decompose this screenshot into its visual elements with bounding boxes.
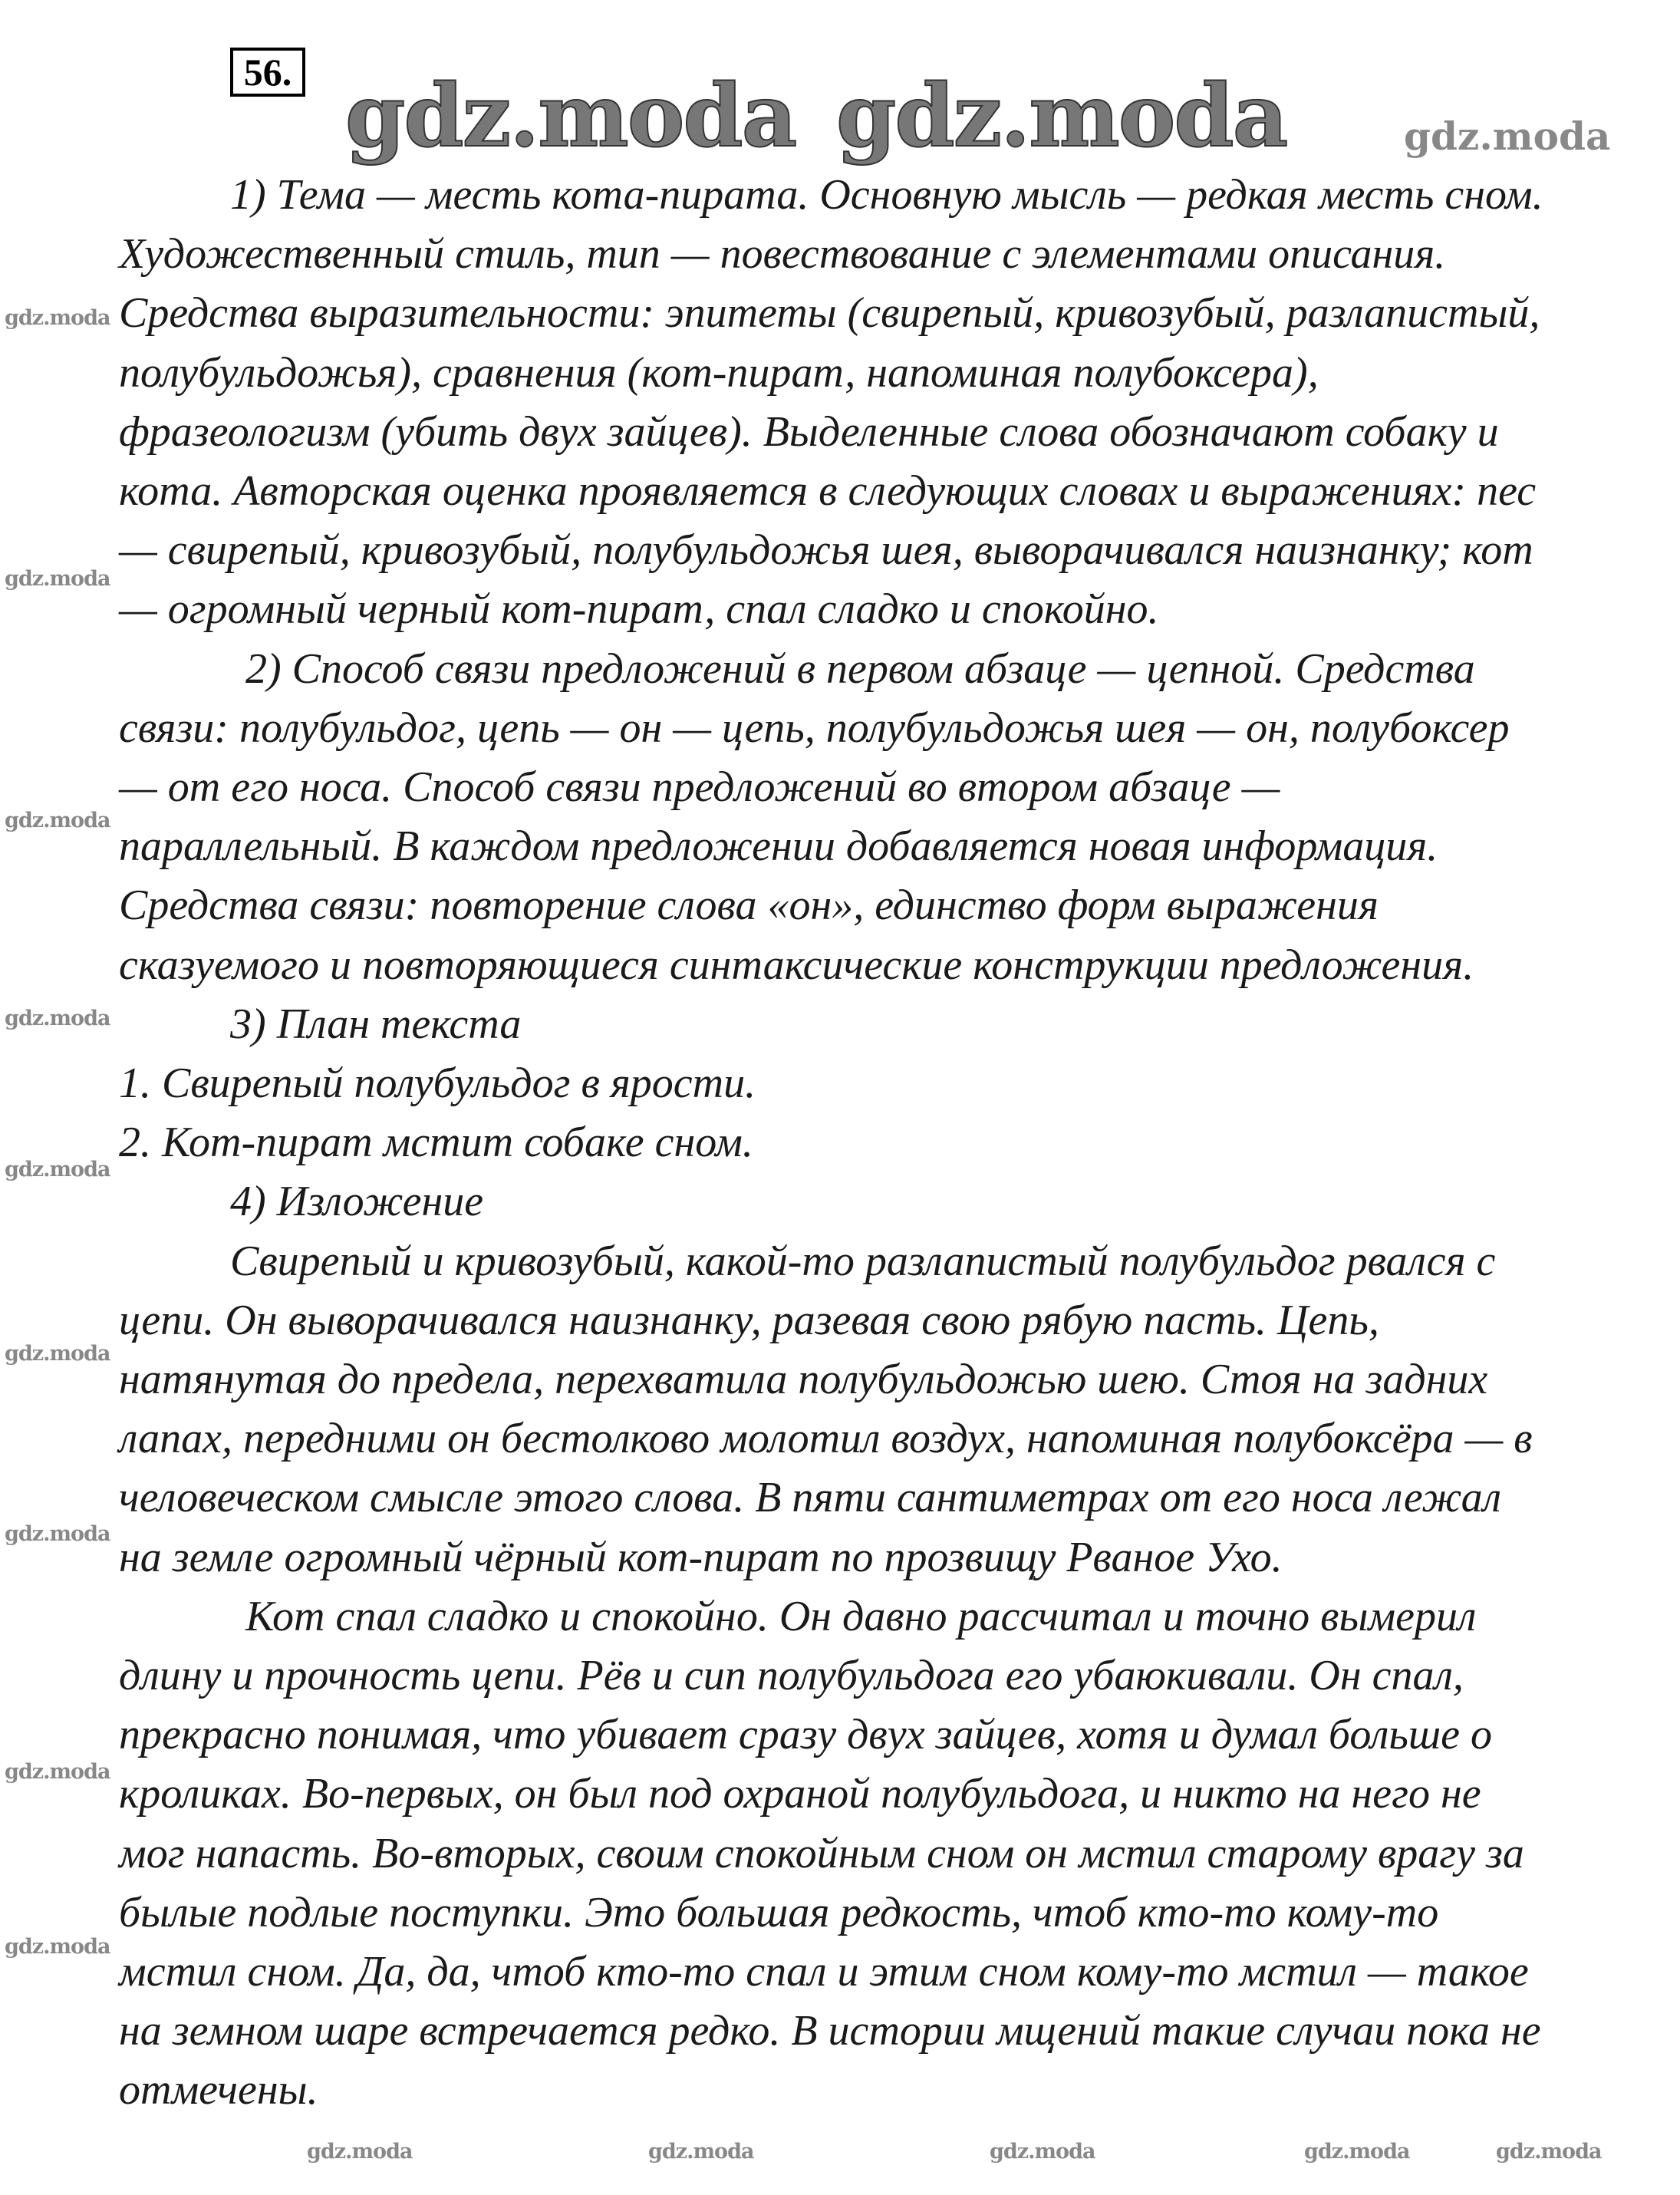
watermark: gdz.moda: [5, 567, 110, 591]
text-line: связи: полубульдог, цепь — он — цепь, полубульдожья шея — он, полубоксер: [119, 704, 1510, 752]
watermark: gdz.moda: [5, 1007, 110, 1030]
text-line: Художественный стиль, тип — повествование с элементами описания.: [119, 230, 1446, 278]
text-line: полубульдожья), сравнения (кот-пират, напоминая полубоксера),: [119, 349, 1319, 397]
text-line: на земле огромный чёрный кот-пират по прозвищу Рваное Ухо.: [119, 1534, 1283, 1581]
text-line: 4) Изложение: [230, 1178, 484, 1225]
text-line: — свирепый, кривозубый, полубульдожья шея, выворачивался наизнанку; кот: [119, 526, 1533, 574]
watermark: gdz.moda: [990, 2140, 1095, 2164]
text-line: мстил сном. Да, да, чтоб кто-то спал и этим сном кому-то мстил — такое: [119, 1948, 1529, 1996]
text-line: сказуемого и повторяющиеся синтаксические конструкции предложения.: [119, 941, 1474, 989]
text-line: Свирепый и кривозубый, какой-то разлапистый полубульдог рвался с: [230, 1238, 1496, 1285]
text-line: — огромный черный кот-пират, спал сладко и спокойно.: [119, 585, 1159, 633]
text-line: кота. Авторская оценка проявляется в следующих словах и выражениях: пес: [119, 467, 1537, 515]
text-line: Средства выразительности: эпитеты (свирепый, кривозубый, разлапистый,: [119, 289, 1540, 337]
watermark: gdz.moda: [5, 1158, 110, 1182]
text-line: фразеологизм (убить двух зайцев). Выделенные слова обозначают собаку и: [119, 408, 1499, 456]
watermark: gdz.moda: [307, 2140, 413, 2164]
text-line: 2) Способ связи предложений в первом абзаце — цепной. Средства: [245, 645, 1475, 693]
watermark: gdz.moda: [1496, 2140, 1602, 2164]
text-line: кроликах. Во-первых, он был под охраной полубульдога, и никто на него не: [119, 1770, 1481, 1818]
watermark: gdz.moda: [5, 809, 110, 832]
text-line: параллельный. В каждом предложении добавляется новая информация.: [119, 822, 1438, 870]
watermark: gdz.moda: [5, 1760, 110, 1784]
watermark: gdz.moda: [345, 66, 796, 166]
text-line: Средства связи: повторение слова «он», единство форм выражения: [119, 882, 1379, 929]
text-line: 1. Свирепый полубульдог в ярости.: [119, 1060, 756, 1107]
text-line: лапах, передними он бестолково молотил воздух, напоминая полубоксёра — в: [119, 1415, 1533, 1462]
watermark: gdz.moda: [5, 1342, 110, 1366]
text-line: 2. Кот-пират мстит собаке сном.: [119, 1119, 753, 1166]
watermark: gdz.moda: [5, 1522, 110, 1546]
text-line: мог напасть. Во-вторых, своим спокойным сном он мстил старому врагу за: [119, 1830, 1524, 1877]
text-line: цепи. Он выворачивался наизнанку, разевая свою рябую пасть. Цепь,: [119, 1297, 1379, 1344]
text-line: прекрасно понимая, что убивает сразу двух зайцев, хотя и думал больше о: [119, 1711, 1492, 1758]
watermark: gdz.moda: [1304, 2140, 1410, 2164]
text-line: человеческом смысле этого слова. В пяти сантиметрах от его носа лежал: [119, 1474, 1502, 1521]
text-line: Кот спал сладко и спокойно. Он давно рассчитал и точно вымерил: [245, 1593, 1477, 1640]
text-line: длину и прочность цепи. Рёв и сип полубульдога его убаюкивали. Он спал,: [119, 1652, 1464, 1699]
text-line: — от его носа. Способ связи предложений во втором абзаце —: [119, 763, 1280, 811]
watermark: gdz.moda: [5, 306, 110, 330]
text-line: 3) План текста: [230, 1000, 522, 1048]
watermark: gdz.moda: [648, 2140, 754, 2164]
watermark: gdz.moda: [1404, 114, 1611, 159]
watermark: gdz.moda: [836, 66, 1287, 166]
exercise-number: 56.: [230, 48, 305, 97]
text-line: натянутая до предела, перехватила полубульдожью шею. Стоя на задних: [119, 1356, 1488, 1403]
text-line: отмечены.: [119, 2066, 318, 2114]
watermark: gdz.moda: [5, 1935, 110, 1959]
text-line: 1) Тема — месть кота-пирата. Основную мысль — редкая месть сном.: [230, 171, 1543, 219]
text-line: на земном шаре встречается редко. В истории мщений такие случаи пока не: [119, 2007, 1541, 2055]
text-line: былые подлые поступки. Это большая редкость, чтоб кто-то кому-то: [119, 1889, 1439, 1936]
